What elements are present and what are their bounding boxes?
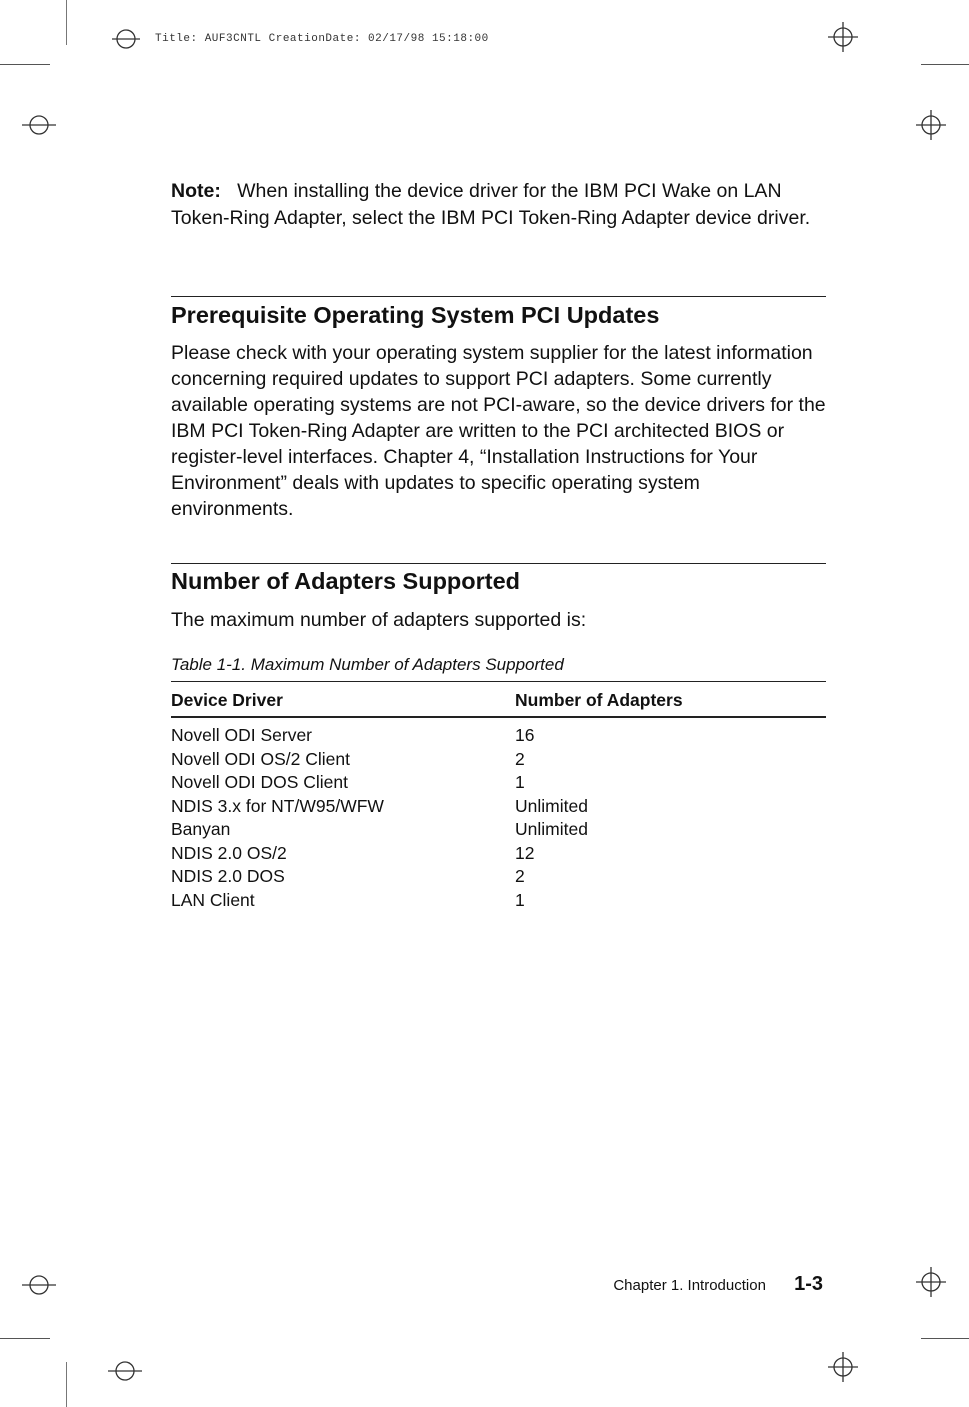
table-row bbox=[171, 866, 826, 890]
table-row bbox=[171, 749, 826, 773]
page-footer bbox=[613, 1273, 823, 1296]
table-cell-adapter-count: 2 bbox=[515, 748, 525, 769]
section-body-prerequisite: Please check with your operating system supplier for the latest information concerning required updates to support PCI adapters. Some currently available operating systems are not PCI-aware, so the device drivers for the IBM PCI Token-Ring Adapter are written to the PCI architected BIOS or register-level interfaces. Chapter 4, “Installation Instructions for Your Environment” deals with updates to specific operating system environments. bbox=[171, 342, 826, 520]
registration-mark-icon bbox=[826, 1350, 860, 1384]
table-cell-device-driver: Banyan bbox=[171, 819, 231, 839]
table-cell-adapter-count: Unlimited bbox=[515, 819, 588, 839]
section-divider bbox=[171, 563, 826, 564]
crop-mark bbox=[66, 0, 67, 45]
table-row bbox=[171, 725, 826, 749]
table-cell-device-driver: Novell ODI DOS Client bbox=[171, 772, 348, 792]
page-number: 1-3 bbox=[794, 1273, 823, 1295]
table-cell-device-driver: LAN Client bbox=[171, 889, 255, 910]
table-cell-device-driver: NDIS 2.0 OS/2 bbox=[171, 842, 287, 863]
crop-mark bbox=[0, 1338, 50, 1339]
table-header-rule bbox=[171, 716, 826, 718]
table-cell-device-driver: Novell ODI Server bbox=[171, 725, 313, 745]
crop-mark bbox=[0, 64, 50, 65]
column-header-number-of-adapters: Number of Adapters bbox=[515, 690, 683, 710]
table-row bbox=[171, 890, 826, 914]
table-row bbox=[171, 772, 826, 796]
footer-chapter: Chapter 1. Introduction bbox=[613, 1277, 766, 1294]
crop-mark bbox=[66, 1362, 67, 1407]
section-divider bbox=[171, 296, 826, 297]
note-label: Note: bbox=[171, 180, 221, 202]
table-cell-adapter-count: 12 bbox=[515, 842, 535, 863]
table-cell-device-driver: Novell ODI OS/2 Client bbox=[171, 748, 350, 769]
table-top-rule bbox=[171, 681, 826, 682]
note-text: When installing the device driver for the IBM PCI Wake on LAN Token-Ring Adapter, select the IBM PCI Token-Ring Adapter device driver. bbox=[171, 180, 811, 229]
crop-mark bbox=[921, 1338, 969, 1339]
table-caption: Table 1-1. Maximum Number of Adapters Supported bbox=[171, 655, 564, 674]
print-header: Title: AUF3CNTL CreationDate: 02/17/98 15:18:00 bbox=[155, 33, 489, 45]
registration-mark-icon bbox=[22, 110, 56, 140]
section-heading-prerequisite: Prerequisite Operating System PCI Updates bbox=[171, 302, 660, 328]
section-heading-adapters: Number of Adapters Supported bbox=[171, 568, 521, 594]
registration-mark-icon bbox=[22, 1270, 56, 1300]
table-row bbox=[171, 843, 826, 867]
registration-mark-icon bbox=[826, 20, 860, 54]
registration-mark-icon bbox=[108, 1356, 142, 1386]
table-cell-device-driver: NDIS 3.x for NT/W95/WFW bbox=[171, 795, 384, 816]
note-paragraph bbox=[171, 178, 826, 231]
table-cell-adapter-count: 2 bbox=[515, 866, 525, 886]
registration-mark-icon bbox=[914, 108, 948, 142]
registration-mark-icon bbox=[914, 1265, 948, 1299]
registration-mark-icon bbox=[112, 26, 142, 52]
section-intro-adapters: The maximum number of adapters supported is: bbox=[171, 609, 587, 631]
crop-mark bbox=[921, 64, 969, 65]
table-cell-adapter-count: 16 bbox=[515, 725, 535, 745]
table-cell-adapter-count: Unlimited bbox=[515, 795, 588, 816]
table-row bbox=[171, 819, 826, 843]
table-row bbox=[171, 796, 826, 820]
table-cell-adapter-count: 1 bbox=[515, 772, 525, 792]
table-cell-device-driver: NDIS 2.0 DOS bbox=[171, 866, 285, 886]
table-cell-adapter-count: 1 bbox=[515, 889, 525, 910]
column-header-device-driver: Device Driver bbox=[171, 690, 283, 710]
